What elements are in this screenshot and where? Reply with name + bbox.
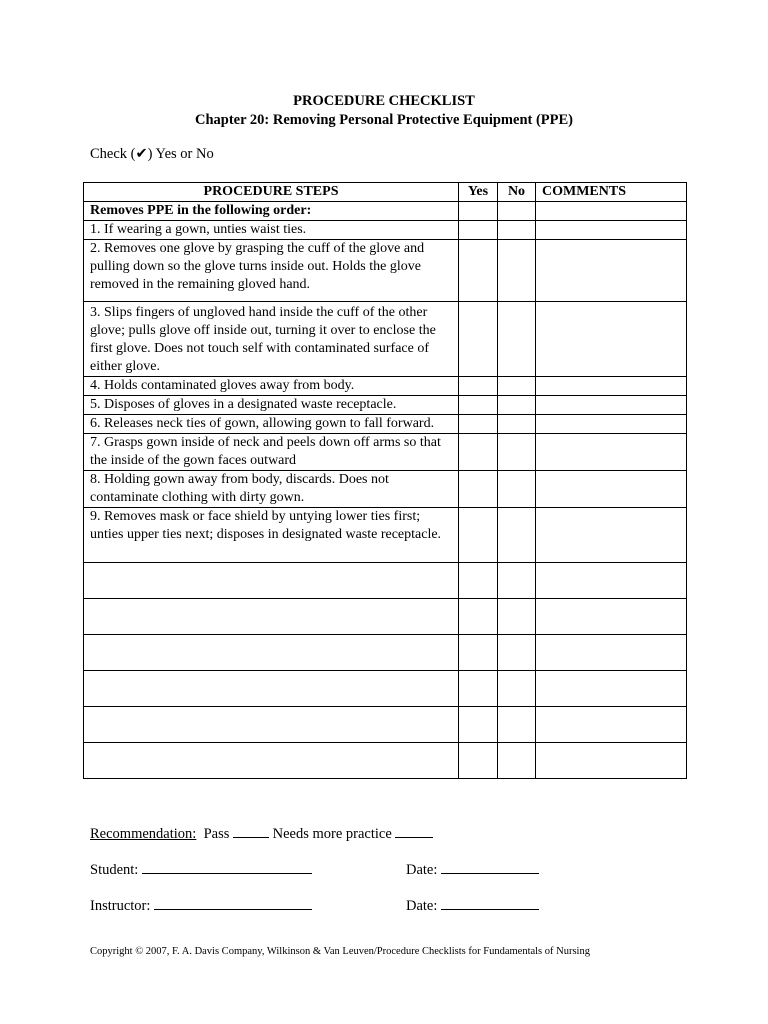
instructor-line	[90, 897, 312, 915]
empty-row	[84, 743, 687, 779]
empty-step-cell[interactable]	[84, 743, 459, 779]
yes-checkbox-cell[interactable]	[459, 415, 498, 434]
student-date-label: Date:	[406, 862, 438, 878]
comments-cell[interactable]	[536, 302, 687, 377]
comments-cell[interactable]	[536, 396, 687, 415]
no-checkbox-cell[interactable]	[498, 415, 536, 434]
needs-practice-label: Needs more practice	[272, 826, 392, 842]
empty-row	[84, 671, 687, 707]
header-procedure-steps: PROCEDURE STEPS	[84, 183, 459, 202]
pass-label: Pass	[203, 826, 230, 842]
step-text: 3. Slips fingers of ungloved hand inside the cuff of the other glove; pulls glove off inside out, turning it over to enclose the first glove. Does not touch self with contaminated surface of either glove.	[84, 302, 459, 377]
header-comments: COMMENTS	[536, 183, 687, 202]
table-row	[84, 508, 687, 563]
empty-step-cell[interactable]	[84, 563, 459, 599]
empty-row	[84, 599, 687, 635]
needs-practice-blank[interactable]	[395, 825, 433, 838]
no-checkbox-cell[interactable]	[498, 377, 536, 396]
comments-cell[interactable]	[536, 240, 687, 302]
instructor-date-line	[406, 897, 539, 915]
table-row	[84, 240, 687, 302]
no-checkbox-cell[interactable]	[498, 396, 536, 415]
yes-checkbox-cell[interactable]	[459, 202, 498, 221]
no-checkbox-cell[interactable]	[498, 471, 536, 508]
comments-cell[interactable]	[536, 377, 687, 396]
no-checkbox-cell[interactable]	[498, 240, 536, 302]
table-row	[84, 396, 687, 415]
comments-cell[interactable]	[536, 221, 687, 240]
comments-cell[interactable]	[536, 707, 687, 743]
step-text: 4. Holds contaminated gloves away from body.	[84, 377, 459, 396]
no-checkbox-cell[interactable]	[498, 743, 536, 779]
instructor-date-blank[interactable]	[441, 897, 539, 910]
table-row	[84, 434, 687, 471]
empty-step-cell[interactable]	[84, 707, 459, 743]
table-header-row	[84, 183, 687, 202]
step-text: 1. If wearing a gown, unties waist ties.	[84, 221, 459, 240]
yes-checkbox-cell[interactable]	[459, 508, 498, 563]
student-blank[interactable]	[142, 861, 312, 874]
step-text: 7. Grasps gown inside of neck and peels down off arms so that the inside of the gown faces outward	[84, 434, 459, 471]
empty-step-cell[interactable]	[84, 635, 459, 671]
recommendation-label: Recommendation:	[90, 826, 197, 842]
comments-cell[interactable]	[536, 434, 687, 471]
no-checkbox-cell[interactable]	[498, 599, 536, 635]
page-subtitle: Chapter 20: Removing Personal Protective Equipment (PPE)	[194, 112, 574, 128]
copyright-footer: Copyright © 2007, F. A. Davis Company, Wilkinson & Van Leuven/Procedure Checklists for Fundamentals of Nursing	[90, 946, 590, 957]
yes-checkbox-cell[interactable]	[459, 377, 498, 396]
page-title: PROCEDURE CHECKLIST	[293, 93, 475, 109]
student-date-blank[interactable]	[441, 861, 539, 874]
no-checkbox-cell[interactable]	[498, 221, 536, 240]
empty-row	[84, 563, 687, 599]
comments-cell[interactable]	[536, 415, 687, 434]
pass-blank[interactable]	[233, 825, 269, 838]
empty-step-cell[interactable]	[84, 671, 459, 707]
yes-checkbox-cell[interactable]	[459, 221, 498, 240]
step-text: 8. Holding gown away from body, discards. Does not contaminate clothing with dirty gown.	[84, 471, 459, 508]
student-date-line	[406, 861, 539, 879]
comments-cell[interactable]	[536, 671, 687, 707]
no-checkbox-cell[interactable]	[498, 635, 536, 671]
yes-checkbox-cell[interactable]	[459, 396, 498, 415]
no-checkbox-cell[interactable]	[498, 302, 536, 377]
empty-step-cell[interactable]	[84, 599, 459, 635]
student-line	[90, 861, 312, 879]
yes-checkbox-cell[interactable]	[459, 434, 498, 471]
instructor-date-label: Date:	[406, 898, 438, 914]
no-checkbox-cell[interactable]	[498, 707, 536, 743]
table-row	[84, 471, 687, 508]
no-checkbox-cell[interactable]	[498, 508, 536, 563]
yes-checkbox-cell[interactable]	[459, 671, 498, 707]
comments-cell[interactable]	[536, 635, 687, 671]
yes-checkbox-cell[interactable]	[459, 707, 498, 743]
no-checkbox-cell[interactable]	[498, 202, 536, 221]
table-row	[84, 302, 687, 377]
no-checkbox-cell[interactable]	[498, 671, 536, 707]
comments-cell[interactable]	[536, 743, 687, 779]
comments-cell[interactable]	[536, 563, 687, 599]
yes-checkbox-cell[interactable]	[459, 471, 498, 508]
table-row	[84, 415, 687, 434]
no-checkbox-cell[interactable]	[498, 434, 536, 471]
table-row	[84, 221, 687, 240]
section-label: Removes PPE in the following order:	[84, 202, 459, 221]
step-text: 6. Releases neck ties of gown, allowing gown to fall forward.	[84, 415, 459, 434]
no-checkbox-cell[interactable]	[498, 563, 536, 599]
step-text: 9. Removes mask or face shield by untying lower ties first; unties upper ties next; disposes in designated waste receptacle.	[84, 508, 459, 563]
yes-checkbox-cell[interactable]	[459, 240, 498, 302]
yes-checkbox-cell[interactable]	[459, 743, 498, 779]
yes-checkbox-cell[interactable]	[459, 599, 498, 635]
step-text: 2. Removes one glove by grasping the cuff of the glove and pulling down so the glove turns inside out. Holds the glove removed in the remaining gloved hand.	[84, 240, 459, 302]
instructor-label: Instructor:	[90, 898, 151, 914]
header-no: No	[498, 183, 536, 202]
comments-cell[interactable]	[536, 599, 687, 635]
header-yes: Yes	[459, 183, 498, 202]
comments-cell[interactable]	[536, 471, 687, 508]
instructor-blank[interactable]	[154, 897, 312, 910]
student-label: Student:	[90, 862, 139, 878]
comments-cell[interactable]	[536, 508, 687, 563]
empty-row	[84, 635, 687, 671]
yes-checkbox-cell[interactable]	[459, 563, 498, 599]
table-row	[84, 202, 687, 221]
procedure-table	[83, 182, 687, 779]
recommendation-line	[90, 825, 433, 843]
yes-checkbox-cell[interactable]	[459, 635, 498, 671]
empty-row	[84, 707, 687, 743]
table-row	[84, 377, 687, 396]
comments-cell[interactable]	[536, 202, 687, 221]
instruction-text: Check (✔) Yes or No	[90, 146, 214, 162]
step-text: 5. Disposes of gloves in a designated waste receptacle.	[84, 396, 459, 415]
yes-checkbox-cell[interactable]	[459, 302, 498, 377]
